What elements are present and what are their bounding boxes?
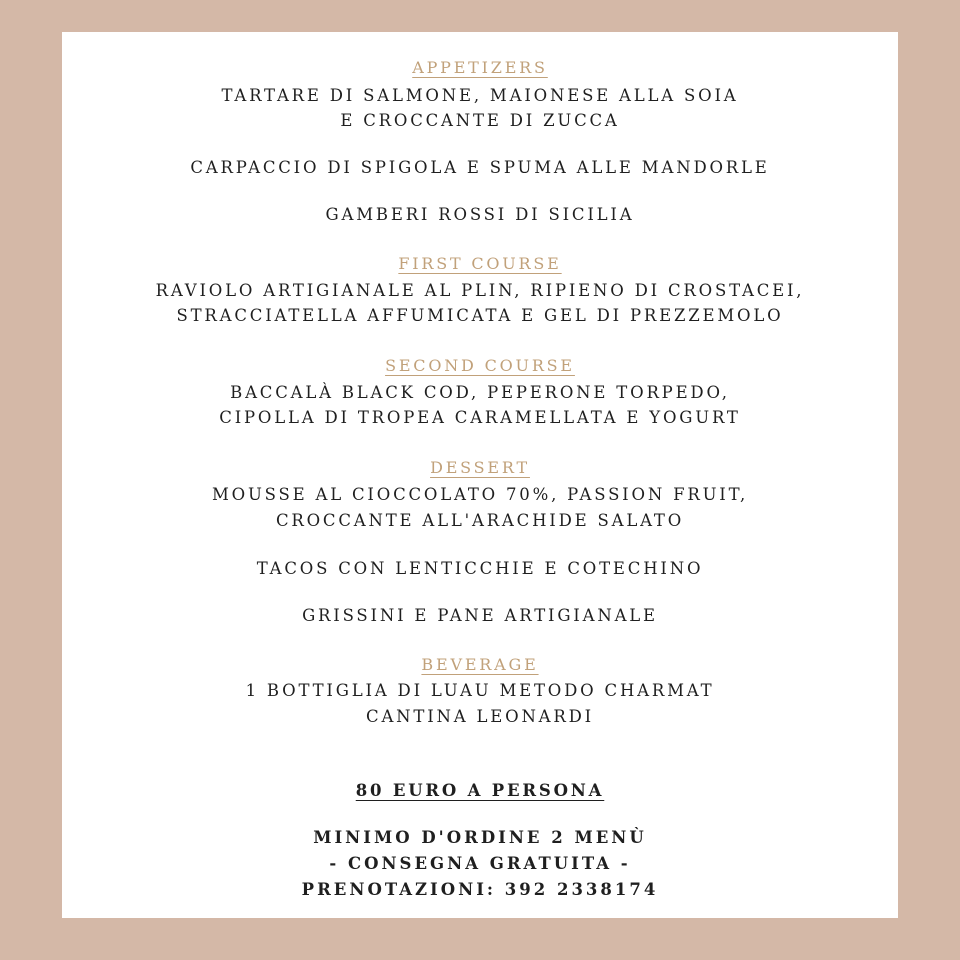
dish-text: MOUSSE AL CIOCCOLATO 70%, PASSION FRUIT,	[211, 485, 749, 504]
section-heading-beverage: BEVERAGE	[421, 655, 539, 674]
price-label: 80 EURO A PERSONA	[355, 781, 605, 800]
footer-minimum-order: MINIMO D'ORDINE 2 MENÙ	[313, 828, 647, 847]
dish-text: GRISSINI E PANE ARTIGIANALE	[302, 606, 658, 625]
dish-text: TARTARE DI SALMONE, MAIONESE ALLA SOIA	[221, 86, 739, 105]
section-heading-first-course: FIRST COURSE	[398, 254, 562, 273]
section-heading-second-course: SECOND COURSE	[385, 356, 575, 375]
beverage-text: CANTINA LEONARDI	[366, 707, 594, 726]
footer-reservations: PRENOTAZIONI: 392 2338174	[301, 880, 659, 899]
dish-text: STRACCIATELLA AFFUMICATA E GEL DI PREZZEMOLO	[176, 306, 784, 325]
dish-text: BACCALÀ BLACK COD, PEPERONE TORPEDO,	[230, 383, 730, 402]
dish-text: E CROCCANTE DI ZUCCA	[340, 111, 620, 130]
dish-text: TACOS CON LENTICCHIE E COTECHINO	[256, 559, 704, 578]
footer-free-delivery: - CONSEGNA GRATUITA -	[329, 854, 631, 873]
menu-card	[62, 32, 898, 918]
beverage-text: 1 BOTTIGLIA DI LUAU METODO CHARMAT	[245, 681, 715, 700]
section-heading-dessert: DESSERT	[430, 458, 530, 477]
dish-text: GAMBERI ROSSI DI SICILIA	[325, 205, 635, 224]
dish-text: CROCCANTE ALL'ARACHIDE SALATO	[275, 511, 685, 530]
dish-text: CIPOLLA DI TROPEA CARAMELLATA E YOGURT	[219, 408, 741, 427]
section-heading-appetizers: APPETIZERS	[412, 58, 548, 77]
dish-text: CARPACCIO DI SPIGOLA E SPUMA ALLE MANDORLE	[190, 158, 770, 177]
dish-text: RAVIOLO ARTIGIANALE AL PLIN, RIPIENO DI CROSTACEI,	[155, 281, 805, 300]
